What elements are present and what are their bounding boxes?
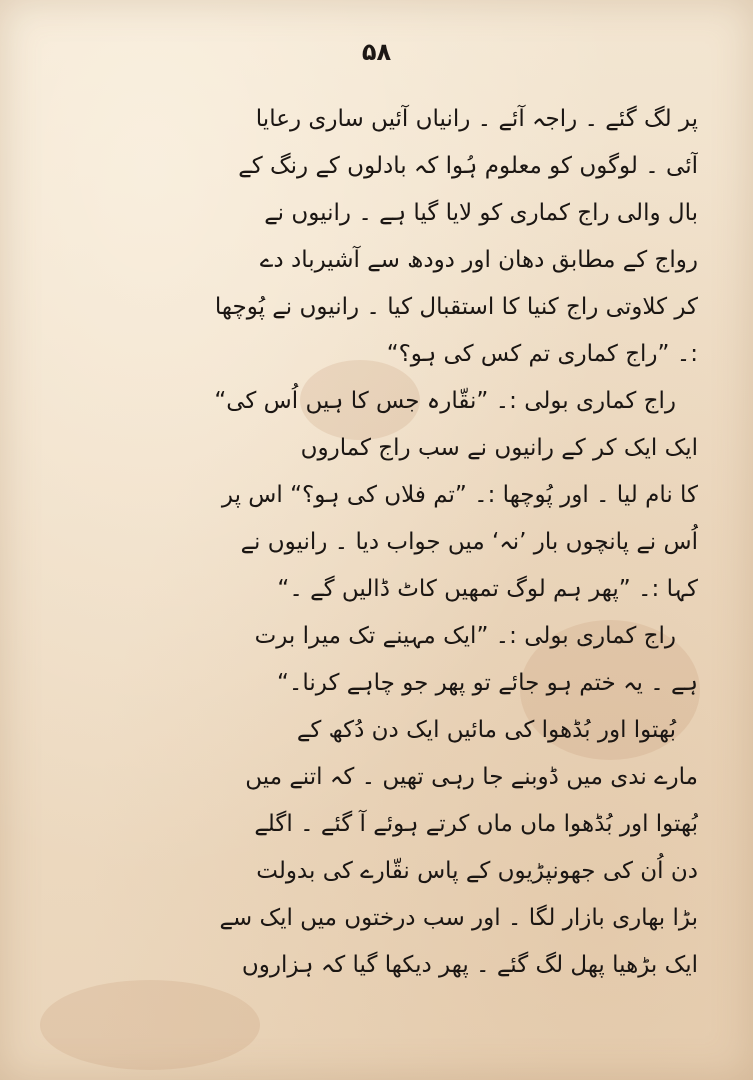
- text-line: ایک بڑھیا پھل لگ گئے ۔ پھر دیکھا گیا کہ ہزاروں: [241, 952, 698, 978]
- text-line: اُس نے پانچوں بار ’نہ‘ میں جواب دیا ۔ رانیوں نے: [240, 529, 698, 555]
- text-line: ہے ۔ یہ ختم ہو جائے تو پھر جو چاہے کرنا۔“: [276, 670, 698, 696]
- text-line: کر کلاوتی راج کنیا کا استقبال کیا ۔ رانیوں نے پُوچھا: [214, 294, 698, 320]
- text-line: مارے ندی میں ڈوبنے جا رہی تھیں ۔ کہ اتنے میں: [245, 764, 698, 790]
- text-line: آئی ۔ لوگوں کو معلوم ہُوا کہ بادلوں کے رنگ کے: [238, 153, 698, 179]
- text-line: کا نام لیا ۔ اور پُوچھا :۔ ”تم فلاں کی ہو؟“ اس پر: [221, 482, 698, 508]
- page-number: ۵۸: [361, 38, 392, 66]
- text-line: ایک ایک کر کے رانیوں نے سب راج کماروں: [300, 435, 698, 461]
- text-line: رواج کے مطابق دھان اور دودھ سے آشیرباد دے: [259, 247, 698, 273]
- text-line: :۔ ”راج کماری تم کس کی ہو؟“: [386, 341, 698, 367]
- text-line: بُھتوا اور بُڈھوا ماں ماں کرتے ہوئے آ گئے ۔ اگلے: [254, 811, 698, 837]
- text-line: دن اُن کی جھونپڑیوں کے پاس نقّارے کی بدولت: [256, 858, 698, 884]
- text-line: راج کماری بولی :۔ ”ایک مہینے تک میرا برت: [254, 623, 676, 649]
- text-line: بال والی راج کماری کو لایا گیا ہے ۔ رانیوں نے: [264, 200, 698, 226]
- paper-stain: [40, 980, 260, 1070]
- text-line: کہا :۔ ”پھر ہم لوگ تمھیں کاٹ ڈالیں گے ۔“: [277, 576, 698, 602]
- body-text: [58, 96, 698, 989]
- text-line: بُھتوا اور بُڈھوا کی مائیں ایک دن دُکھ کے: [296, 717, 676, 743]
- text-line: بڑا بھاری بازار لگا ۔ اور سب درختوں میں ایک سے: [219, 905, 698, 931]
- text-line: راج کماری بولی :۔ ”نقّارہ جس کا ہیں اُس کی“: [214, 388, 676, 414]
- text-line: پر لگ گئے ۔ راجہ آئے ۔ رانیاں آئیں ساری رعایا: [255, 106, 698, 132]
